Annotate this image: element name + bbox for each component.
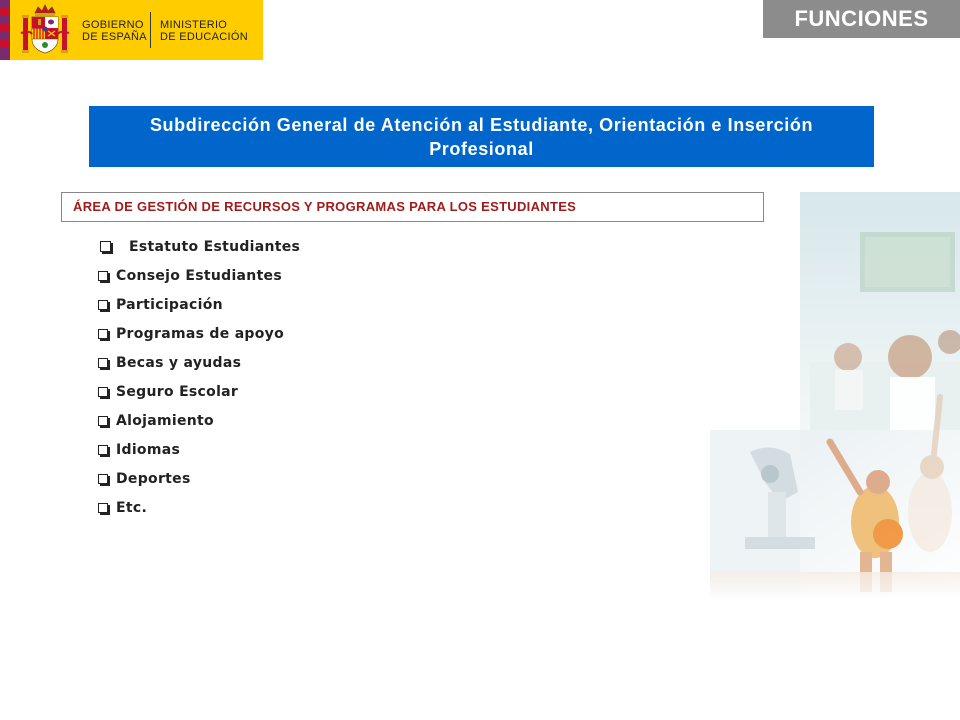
- checkbox-bullet-icon: [98, 271, 108, 281]
- list-item-label: Idiomas: [116, 441, 181, 458]
- checkbox-bullet-icon: [98, 300, 108, 310]
- government-name: [82, 19, 147, 43]
- list-item-label: Estatuto Estudiantes: [129, 238, 301, 255]
- list-item: [98, 493, 300, 522]
- list-item-label: Seguro Escolar: [116, 383, 239, 400]
- list-item-label: Alojamiento: [116, 412, 214, 429]
- gov-line-1: GOBIERNO: [82, 19, 144, 31]
- checkbox-bullet-icon: [98, 503, 108, 513]
- list-item: [98, 290, 300, 319]
- functions-list: [98, 232, 300, 522]
- title-bar: [89, 106, 874, 167]
- area-title: ÁREA DE GESTIÓN DE RECURSOS Y PROGRAMAS PARA LOS ESTUDIANTES: [73, 199, 577, 214]
- list-item: [98, 406, 300, 435]
- list-item-label: Becas y ayudas: [116, 354, 242, 371]
- page-title: Subdirección General de Atención al Estudiante, Orientación e Inserción Profesional: [149, 114, 814, 159]
- ministry-name: [160, 19, 248, 43]
- checkbox-bullet-icon: [98, 445, 108, 455]
- list-item: [98, 377, 300, 406]
- flag-stripe: [0, 0, 10, 60]
- list-item-label: Etc.: [116, 499, 148, 516]
- list-item: [98, 232, 300, 261]
- area-header: [61, 192, 764, 222]
- min-line-2: DE EDUCACIÓN: [160, 31, 248, 43]
- list-item: [98, 435, 300, 464]
- gov-line-2: DE ESPAÑA: [82, 31, 147, 43]
- coat-of-arms-icon: [18, 3, 72, 57]
- checkbox-bullet-icon: [100, 241, 111, 252]
- government-logo: [0, 0, 263, 60]
- checkbox-bullet-icon: [98, 387, 108, 397]
- list-item-label: Deportes: [116, 470, 191, 487]
- checkbox-bullet-icon: [98, 416, 108, 426]
- min-line-1: MINISTERIO: [160, 19, 228, 31]
- list-item-label: Programas de apoyo: [116, 325, 285, 342]
- list-item-label: Participación: [116, 296, 223, 313]
- checkbox-bullet-icon: [98, 329, 108, 339]
- checkbox-bullet-icon: [98, 474, 108, 484]
- section-tag: FUNCIONES: [763, 0, 960, 38]
- logo-divider: [150, 12, 151, 48]
- list-item: [98, 348, 300, 377]
- classroom-collage-image: [710, 192, 960, 598]
- list-item-label: Consejo Estudiantes: [116, 267, 282, 284]
- list-item: [98, 464, 300, 493]
- checkbox-bullet-icon: [98, 358, 108, 368]
- list-item: [98, 261, 300, 290]
- list-item: [98, 319, 300, 348]
